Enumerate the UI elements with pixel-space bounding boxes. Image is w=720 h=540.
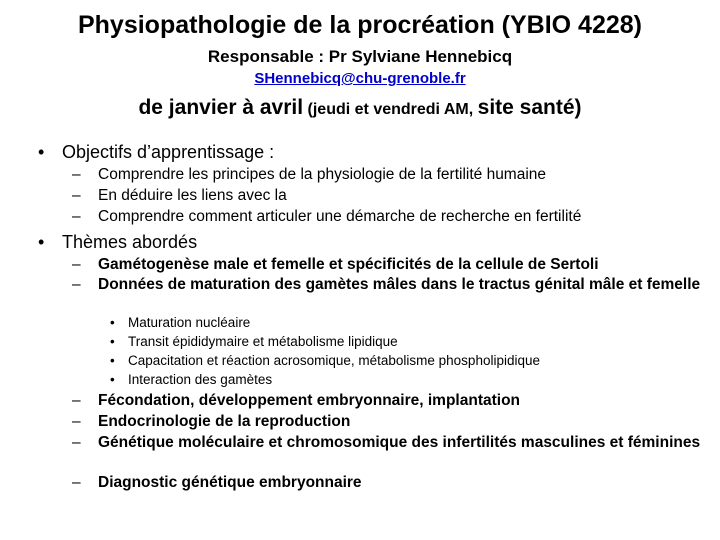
- theme-item: [72, 434, 702, 452]
- bullet-marker: •: [110, 315, 115, 330]
- theme-subitem: [110, 332, 398, 351]
- theme-item: [72, 392, 702, 410]
- theme-item: [72, 276, 702, 294]
- email-link[interactable]: SHennebicq@chu-grenoble.fr: [254, 70, 466, 87]
- dash-marker: –: [72, 434, 81, 451]
- bullet-marker: •: [38, 142, 45, 162]
- objectif-item: [72, 208, 702, 226]
- dash-marker: –: [72, 166, 81, 183]
- theme-subitem: [110, 351, 540, 370]
- theme-subitem-text: Maturation nucléaire: [128, 315, 251, 330]
- theme-item: [72, 413, 702, 431]
- bullet-marker: •: [110, 372, 115, 387]
- email-line: [0, 70, 720, 88]
- dash-marker: –: [72, 187, 81, 204]
- objectif-item-text: En déduire les liens avec la: [98, 187, 287, 204]
- theme-item-text: Gamétogenèse male et femelle et spécificités de la cellule de Sertoli: [98, 256, 599, 273]
- objectif-item: [72, 166, 702, 184]
- schedule-site: site santé): [477, 96, 582, 119]
- theme-subitem-text: Transit épididymaire et métabolisme lipidique: [128, 334, 398, 349]
- objectifs-heading: [38, 141, 274, 163]
- dash-marker: –: [72, 208, 81, 225]
- dash-marker: –: [72, 276, 81, 293]
- dash-marker: –: [72, 413, 81, 430]
- schedule-line: [0, 95, 720, 123]
- theme-item-text: Génétique moléculaire et chromosomique des infertilités masculines et féminines: [98, 434, 701, 451]
- theme-subitem-text: Capacitation et réaction acrosomique, métabolisme phospholipidique: [128, 353, 540, 368]
- responsable-line: Responsable : Pr Sylviane Hennebicq: [207, 47, 513, 66]
- page-title: Physiopathologie de la procréation (YBIO 4228): [77, 11, 642, 39]
- theme-item: [72, 256, 702, 274]
- bullet-marker: •: [38, 232, 45, 252]
- schedule-months: de janvier à avril: [138, 96, 304, 119]
- dash-marker: –: [72, 256, 81, 273]
- themes-heading: [38, 231, 197, 253]
- theme-subitem: [110, 313, 250, 332]
- theme-item: [72, 474, 702, 492]
- theme-item-text: Diagnostic génétique embryonnaire: [98, 474, 362, 491]
- schedule-days: (jeudi et vendredi AM,: [307, 101, 474, 118]
- dash-marker: –: [72, 392, 81, 409]
- theme-item-text: Données de maturation des gamètes mâles dans le tractus génital mâle et femelle: [98, 276, 701, 293]
- objectif-item-text: Comprendre comment articuler une démarche de recherche en fertilité: [98, 208, 582, 225]
- bullet-marker: •: [110, 334, 115, 349]
- theme-subitem-text: Interaction des gamètes: [128, 372, 273, 387]
- theme-item-text: Fécondation, développement embryonnaire, implantation: [98, 392, 521, 409]
- objectif-item-text: Comprendre les principes de la physiologie de la fertilité humaine: [98, 166, 547, 183]
- bullet-marker: •: [110, 353, 115, 368]
- theme-item-text: Endocrinologie de la reproduction: [98, 413, 351, 430]
- theme-subitem: [110, 370, 272, 389]
- objectif-item: [72, 187, 702, 205]
- themes-heading-text: Thèmes abordés: [62, 232, 198, 252]
- dash-marker: –: [72, 474, 81, 491]
- objectifs-heading-text: Objectifs d’apprentissage :: [62, 142, 275, 162]
